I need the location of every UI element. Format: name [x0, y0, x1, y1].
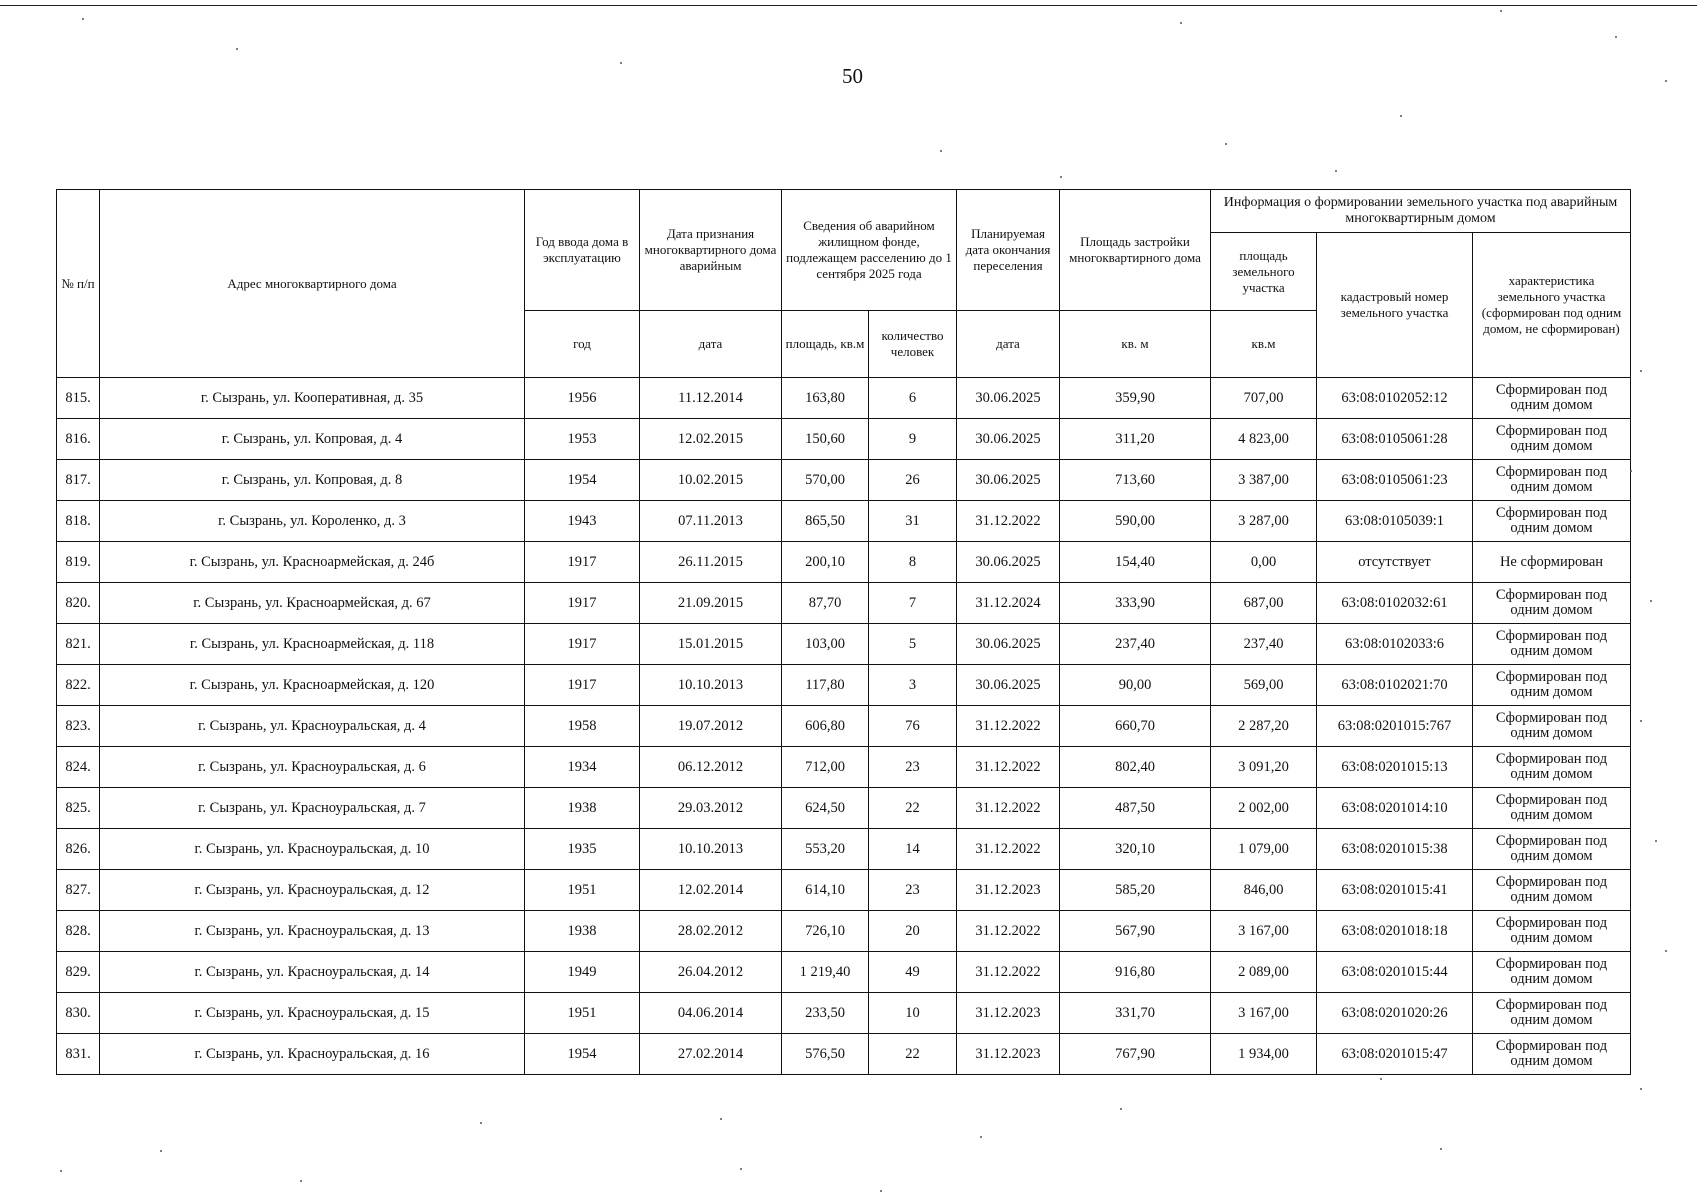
table-row: [57, 665, 1631, 706]
address-cell: г. Сызрань, ул. Копровая, д. 8: [100, 460, 525, 501]
building-area-cell: 487,50: [1060, 788, 1211, 829]
scan-speck: [1060, 176, 1062, 178]
land-characteristic-cell: Сформирован под одним домом: [1473, 583, 1631, 624]
row-number: 831.: [57, 1034, 100, 1075]
table-row: [57, 1034, 1631, 1075]
row-number: 823.: [57, 706, 100, 747]
land-characteristic-cell: Сформирован под одним домом: [1473, 419, 1631, 460]
table-row: [57, 829, 1631, 870]
building-area-cell: 237,40: [1060, 624, 1211, 665]
people-count-cell: 22: [869, 788, 957, 829]
address-cell: г. Сызрань, ул. Красноармейская, д. 24б: [100, 542, 525, 583]
people-count-cell: 23: [869, 747, 957, 788]
table-row: [57, 542, 1631, 583]
building-area-cell: 916,80: [1060, 952, 1211, 993]
header-land-info: Информация о формировании земельного участка под аварийным многоквартирным домом: [1211, 190, 1631, 233]
row-number: 819.: [57, 542, 100, 583]
building-area-cell: 333,90: [1060, 583, 1211, 624]
fund-area-cell: 87,70: [782, 583, 869, 624]
planned-date-cell: 31.12.2022: [957, 829, 1060, 870]
land-characteristic-cell: Сформирован под одним домом: [1473, 624, 1631, 665]
scan-speck: [236, 48, 238, 50]
year-cell: 1917: [525, 583, 640, 624]
address-cell: г. Сызрань, ул. Красноуральская, д. 12: [100, 870, 525, 911]
planned-date-cell: 30.06.2025: [957, 419, 1060, 460]
scan-speck: [1380, 1078, 1382, 1080]
recognition-date-cell: 10.02.2015: [640, 460, 782, 501]
building-area-cell: 567,90: [1060, 911, 1211, 952]
people-count-cell: 6: [869, 378, 957, 419]
building-area-cell: 660,70: [1060, 706, 1211, 747]
land-area-cell: 846,00: [1211, 870, 1317, 911]
fund-area-cell: 553,20: [782, 829, 869, 870]
year-cell: 1935: [525, 829, 640, 870]
address-cell: г. Сызрань, ул. Красноуральская, д. 15: [100, 993, 525, 1034]
recognition-date-cell: 19.07.2012: [640, 706, 782, 747]
header-cadastral: кадастровый номер земельного участка: [1317, 233, 1473, 378]
cadastral-number-cell: 63:08:0102032:61: [1317, 583, 1473, 624]
planned-date-cell: 30.06.2025: [957, 378, 1060, 419]
row-number: 820.: [57, 583, 100, 624]
land-area-cell: 2 287,20: [1211, 706, 1317, 747]
emergency-housing-table: [56, 189, 1631, 1075]
cadastral-number-cell: 63:08:0201015:38: [1317, 829, 1473, 870]
address-cell: г. Сызрань, ул. Красноуральская, д. 10: [100, 829, 525, 870]
land-area-cell: 707,00: [1211, 378, 1317, 419]
building-area-cell: 767,90: [1060, 1034, 1211, 1075]
table-row: [57, 993, 1631, 1034]
planned-date-cell: 30.06.2025: [957, 624, 1060, 665]
address-cell: г. Сызрань, ул. Красноуральская, д. 7: [100, 788, 525, 829]
people-count-cell: 8: [869, 542, 957, 583]
address-cell: г. Сызрань, ул. Кооперативная, д. 35: [100, 378, 525, 419]
header-num: № п/п: [57, 190, 100, 378]
scan-speck: [720, 1118, 722, 1120]
year-cell: 1958: [525, 706, 640, 747]
scan-speck: [1650, 600, 1652, 602]
year-cell: 1949: [525, 952, 640, 993]
planned-date-cell: 31.12.2023: [957, 1034, 1060, 1075]
fund-area-cell: 570,00: [782, 460, 869, 501]
planned-date-cell: 31.12.2022: [957, 952, 1060, 993]
scan-speck: [620, 62, 622, 64]
address-cell: г. Сызрань, ул. Красноуральская, д. 13: [100, 911, 525, 952]
cadastral-number-cell: 63:08:0201018:18: [1317, 911, 1473, 952]
recognition-date-cell: 11.12.2014: [640, 378, 782, 419]
year-cell: 1951: [525, 993, 640, 1034]
people-count-cell: 23: [869, 870, 957, 911]
cadastral-number-cell: 63:08:0102052:12: [1317, 378, 1473, 419]
land-area-cell: 4 823,00: [1211, 419, 1317, 460]
scan-speck: [82, 18, 84, 20]
scan-speck: [1440, 1148, 1442, 1150]
recognition-date-cell: 26.04.2012: [640, 952, 782, 993]
table-row: [57, 747, 1631, 788]
address-cell: г. Сызрань, ул. Красноармейская, д. 120: [100, 665, 525, 706]
unit-year: год: [525, 311, 640, 378]
cadastral-number-cell: 63:08:0105061:28: [1317, 419, 1473, 460]
cadastral-number-cell: 63:08:0201020:26: [1317, 993, 1473, 1034]
cadastral-number-cell: 63:08:0201015:44: [1317, 952, 1473, 993]
land-characteristic-cell: Сформирован под одним домом: [1473, 911, 1631, 952]
scan-speck: [1180, 22, 1182, 24]
fund-area-cell: 576,50: [782, 1034, 869, 1075]
fund-area-cell: 117,80: [782, 665, 869, 706]
unit-land-area: кв.м: [1211, 311, 1317, 378]
address-cell: г. Сызрань, ул. Красноармейская, д. 118: [100, 624, 525, 665]
year-cell: 1956: [525, 378, 640, 419]
scan-speck: [1665, 80, 1667, 82]
unit-fund-people: количество человек: [869, 311, 957, 378]
land-characteristic-cell: Сформирован под одним домом: [1473, 378, 1631, 419]
building-area-cell: 320,10: [1060, 829, 1211, 870]
fund-area-cell: 865,50: [782, 501, 869, 542]
cadastral-number-cell: 63:08:0105061:23: [1317, 460, 1473, 501]
year-cell: 1938: [525, 788, 640, 829]
building-area-cell: 585,20: [1060, 870, 1211, 911]
scan-speck: [1400, 115, 1402, 117]
scan-speck: [1630, 470, 1632, 472]
land-area-cell: 3 167,00: [1211, 993, 1317, 1034]
row-number: 828.: [57, 911, 100, 952]
recognition-date-cell: 10.10.2013: [640, 665, 782, 706]
planned-date-cell: 30.06.2025: [957, 665, 1060, 706]
land-characteristic-cell: Сформирован под одним домом: [1473, 788, 1631, 829]
table-row: [57, 501, 1631, 542]
year-cell: 1938: [525, 911, 640, 952]
row-number: 815.: [57, 378, 100, 419]
scan-speck: [980, 1136, 982, 1138]
building-area-cell: 331,70: [1060, 993, 1211, 1034]
land-characteristic-cell: Сформирован под одним домом: [1473, 706, 1631, 747]
recognition-date-cell: 15.01.2015: [640, 624, 782, 665]
land-area-cell: 3 387,00: [1211, 460, 1317, 501]
fund-area-cell: 200,10: [782, 542, 869, 583]
scan-speck: [1225, 143, 1227, 145]
unit-planned-date: дата: [957, 311, 1060, 378]
scan-speck: [1665, 950, 1667, 952]
address-cell: г. Сызрань, ул. Короленко, д. 3: [100, 501, 525, 542]
planned-date-cell: 31.12.2022: [957, 706, 1060, 747]
scan-speck: [1640, 720, 1642, 722]
cadastral-number-cell: 63:08:0201015:13: [1317, 747, 1473, 788]
table-row: [57, 460, 1631, 501]
people-count-cell: 22: [869, 1034, 957, 1075]
building-area-cell: 590,00: [1060, 501, 1211, 542]
people-count-cell: 3: [869, 665, 957, 706]
row-number: 818.: [57, 501, 100, 542]
header-planned-date: Планируемая дата окончания переселения: [957, 190, 1060, 311]
cadastral-number-cell: 63:08:0201015:767: [1317, 706, 1473, 747]
people-count-cell: 14: [869, 829, 957, 870]
table-row: [57, 624, 1631, 665]
cadastral-number-cell: 63:08:0201014:10: [1317, 788, 1473, 829]
land-characteristic-cell: Сформирован под одним домом: [1473, 665, 1631, 706]
planned-date-cell: 30.06.2025: [957, 542, 1060, 583]
unit-date: дата: [640, 311, 782, 378]
people-count-cell: 10: [869, 993, 957, 1034]
people-count-cell: 5: [869, 624, 957, 665]
year-cell: 1917: [525, 624, 640, 665]
scan-speck: [300, 1180, 302, 1182]
year-cell: 1934: [525, 747, 640, 788]
header-characteristic: характеристика земельного участка (сформирован под одним домом, не сформирован): [1473, 233, 1631, 378]
row-number: 817.: [57, 460, 100, 501]
fund-area-cell: 624,50: [782, 788, 869, 829]
year-cell: 1954: [525, 1034, 640, 1075]
land-area-cell: 569,00: [1211, 665, 1317, 706]
land-characteristic-cell: Сформирован под одним домом: [1473, 501, 1631, 542]
land-characteristic-cell: Сформирован под одним домом: [1473, 829, 1631, 870]
land-characteristic-cell: Сформирован под одним домом: [1473, 870, 1631, 911]
table-row: [57, 911, 1631, 952]
year-cell: 1953: [525, 419, 640, 460]
building-area-cell: 90,00: [1060, 665, 1211, 706]
scan-speck: [880, 1190, 882, 1192]
table-body: [57, 378, 1631, 1075]
planned-date-cell: 31.12.2022: [957, 788, 1060, 829]
scan-speck: [60, 1170, 62, 1172]
page-number: 50: [842, 64, 863, 88]
row-number: 826.: [57, 829, 100, 870]
address-cell: г. Сызрань, ул. Красноуральская, д. 6: [100, 747, 525, 788]
address-cell: г. Сызрань, ул. Красноуральская, д. 16: [100, 1034, 525, 1075]
cadastral-number-cell: 63:08:0201015:47: [1317, 1034, 1473, 1075]
header-recognition-date: Дата признания многоквартирного дома аварийным: [640, 190, 782, 311]
planned-date-cell: 31.12.2022: [957, 501, 1060, 542]
table-row: [57, 419, 1631, 460]
recognition-date-cell: 04.06.2014: [640, 993, 782, 1034]
planned-date-cell: 31.12.2024: [957, 583, 1060, 624]
people-count-cell: 76: [869, 706, 957, 747]
header-building-area: Площадь застройки многоквартирного дома: [1060, 190, 1211, 311]
fund-area-cell: 712,00: [782, 747, 869, 788]
fund-area-cell: 726,10: [782, 911, 869, 952]
fund-area-cell: 233,50: [782, 993, 869, 1034]
header-address: Адрес многоквартирного дома: [100, 190, 525, 378]
table-row: [57, 706, 1631, 747]
building-area-cell: 713,60: [1060, 460, 1211, 501]
planned-date-cell: 31.12.2023: [957, 993, 1060, 1034]
recognition-date-cell: 28.02.2012: [640, 911, 782, 952]
land-characteristic-cell: Сформирован под одним домом: [1473, 1034, 1631, 1075]
table-row: [57, 378, 1631, 419]
recognition-date-cell: 12.02.2015: [640, 419, 782, 460]
scan-speck: [1120, 1108, 1122, 1110]
land-area-cell: 2 002,00: [1211, 788, 1317, 829]
fund-area-cell: 1 219,40: [782, 952, 869, 993]
cadastral-number-cell: 63:08:0201015:41: [1317, 870, 1473, 911]
row-number: 821.: [57, 624, 100, 665]
planned-date-cell: 31.12.2022: [957, 911, 1060, 952]
people-count-cell: 26: [869, 460, 957, 501]
row-number: 822.: [57, 665, 100, 706]
scan-speck: [1640, 370, 1642, 372]
building-area-cell: 359,90: [1060, 378, 1211, 419]
recognition-date-cell: 21.09.2015: [640, 583, 782, 624]
year-cell: 1917: [525, 665, 640, 706]
planned-date-cell: 31.12.2023: [957, 870, 1060, 911]
row-number: 827.: [57, 870, 100, 911]
land-characteristic-cell: Сформирован под одним домом: [1473, 952, 1631, 993]
fund-area-cell: 163,80: [782, 378, 869, 419]
recognition-date-cell: 10.10.2013: [640, 829, 782, 870]
land-area-cell: 237,40: [1211, 624, 1317, 665]
fund-area-cell: 606,80: [782, 706, 869, 747]
cadastral-number-cell: 63:08:0105039:1: [1317, 501, 1473, 542]
land-area-cell: 687,00: [1211, 583, 1317, 624]
people-count-cell: 20: [869, 911, 957, 952]
row-number: 824.: [57, 747, 100, 788]
recognition-date-cell: 12.02.2014: [640, 870, 782, 911]
row-number: 830.: [57, 993, 100, 1034]
land-area-cell: 0,00: [1211, 542, 1317, 583]
people-count-cell: 49: [869, 952, 957, 993]
recognition-date-cell: 06.12.2012: [640, 747, 782, 788]
top-border-line: [0, 5, 1697, 6]
row-number: 816.: [57, 419, 100, 460]
row-number: 829.: [57, 952, 100, 993]
people-count-cell: 31: [869, 501, 957, 542]
land-area-cell: 3 287,00: [1211, 501, 1317, 542]
building-area-cell: 311,20: [1060, 419, 1211, 460]
scan-speck: [480, 1122, 482, 1124]
land-characteristic-cell: Сформирован под одним домом: [1473, 747, 1631, 788]
people-count-cell: 9: [869, 419, 957, 460]
year-cell: 1943: [525, 501, 640, 542]
planned-date-cell: 30.06.2025: [957, 460, 1060, 501]
table-header: [57, 190, 1631, 378]
cadastral-number-cell: 63:08:0102021:70: [1317, 665, 1473, 706]
header-fund-info: Сведения об аварийном жилищном фонде, подлежащем расселению до 1 сентября 2025 года: [782, 190, 957, 311]
recognition-date-cell: 07.11.2013: [640, 501, 782, 542]
scan-speck: [740, 1168, 742, 1170]
year-cell: 1954: [525, 460, 640, 501]
table-row: [57, 952, 1631, 993]
scan-speck: [1500, 10, 1502, 12]
scan-speck: [940, 150, 942, 152]
scan-speck: [1335, 170, 1337, 172]
building-area-cell: 802,40: [1060, 747, 1211, 788]
cadastral-number-cell: отсутствует: [1317, 542, 1473, 583]
address-cell: г. Сызрань, ул. Копровая, д. 4: [100, 419, 525, 460]
scan-speck: [160, 1150, 162, 1152]
scan-speck: [1615, 36, 1617, 38]
planned-date-cell: 31.12.2022: [957, 747, 1060, 788]
table-row: [57, 583, 1631, 624]
fund-area-cell: 614,10: [782, 870, 869, 911]
scan-speck: [1640, 1088, 1642, 1090]
cadastral-number-cell: 63:08:0102033:6: [1317, 624, 1473, 665]
land-characteristic-cell: Сформирован под одним домом: [1473, 460, 1631, 501]
recognition-date-cell: 27.02.2014: [640, 1034, 782, 1075]
table-row: [57, 788, 1631, 829]
recognition-date-cell: 26.11.2015: [640, 542, 782, 583]
recognition-date-cell: 29.03.2012: [640, 788, 782, 829]
fund-area-cell: 103,00: [782, 624, 869, 665]
land-area-cell: 1 934,00: [1211, 1034, 1317, 1075]
unit-building-area: кв. м: [1060, 311, 1211, 378]
header-land-area: площадь земельного участка: [1211, 233, 1317, 311]
people-count-cell: 7: [869, 583, 957, 624]
land-area-cell: 2 089,00: [1211, 952, 1317, 993]
land-characteristic-cell: Сформирован под одним домом: [1473, 993, 1631, 1034]
year-cell: 1951: [525, 870, 640, 911]
address-cell: г. Сызрань, ул. Красноуральская, д. 14: [100, 952, 525, 993]
land-area-cell: 3 091,20: [1211, 747, 1317, 788]
land-area-cell: 1 079,00: [1211, 829, 1317, 870]
year-cell: 1917: [525, 542, 640, 583]
scan-speck: [1655, 840, 1657, 842]
address-cell: г. Сызрань, ул. Красноармейская, д. 67: [100, 583, 525, 624]
land-area-cell: 3 167,00: [1211, 911, 1317, 952]
land-characteristic-cell: Не сформирован: [1473, 542, 1631, 583]
table-row: [57, 870, 1631, 911]
address-cell: г. Сызрань, ул. Красноуральская, д. 4: [100, 706, 525, 747]
header-year: Год ввода дома в эксплуатацию: [525, 190, 640, 311]
fund-area-cell: 150,60: [782, 419, 869, 460]
building-area-cell: 154,40: [1060, 542, 1211, 583]
row-number: 825.: [57, 788, 100, 829]
unit-fund-area: площадь, кв.м: [782, 311, 869, 378]
